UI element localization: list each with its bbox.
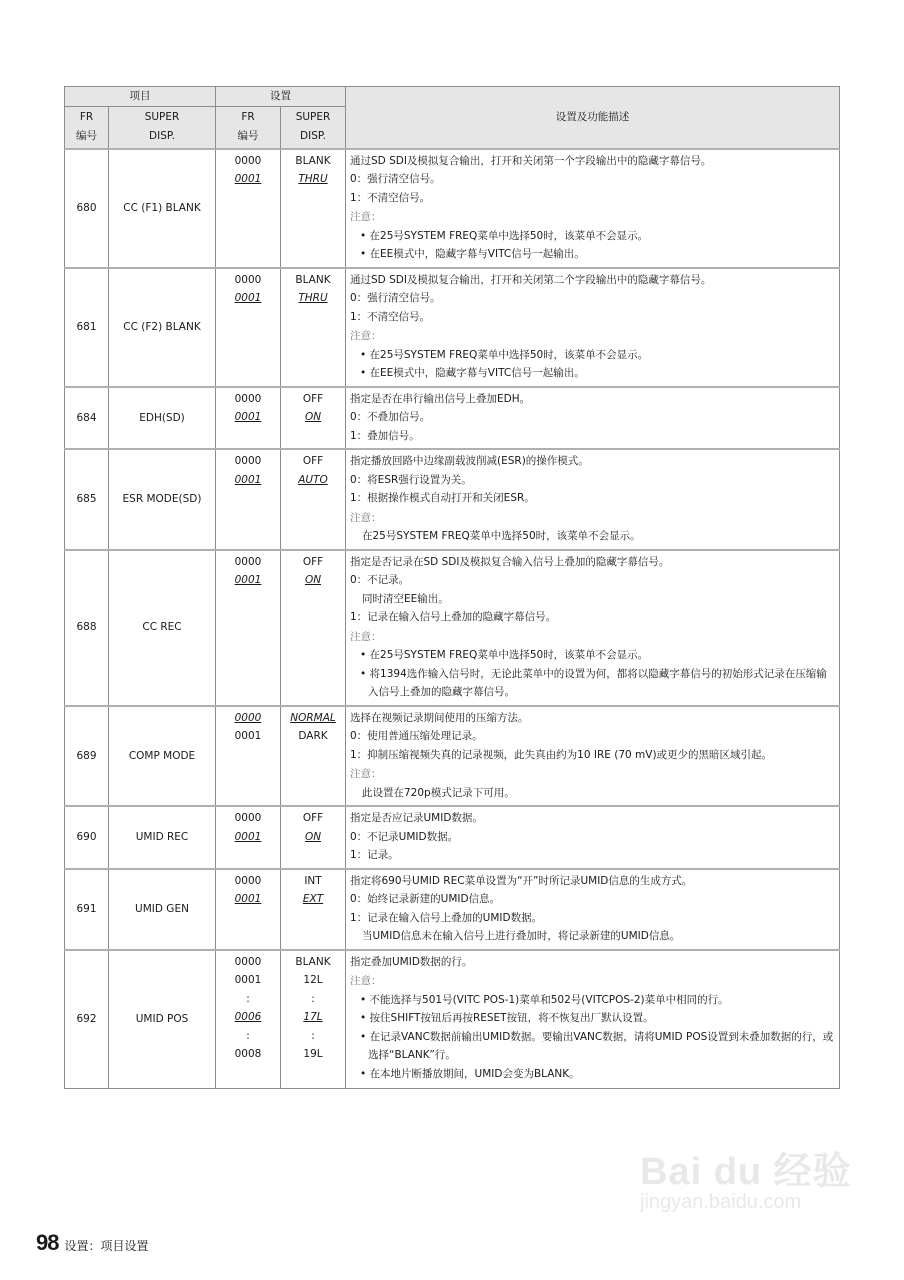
desc-line: 指定播放回路中边缘副载波削减(ESR)的操作模式。 xyxy=(350,455,589,467)
note-bullet: • 在EE模式中，隐藏字幕与VITC信号一起输出。 xyxy=(356,364,835,383)
fr-value: 0008 xyxy=(234,1048,262,1060)
desc-line: 指定叠加UMID数据的行。 xyxy=(350,955,473,968)
fr-number: 681 xyxy=(65,268,109,387)
note-bullet: • 在25号SYSTEM FREQ菜单中选择50时，该菜单不会显示。 xyxy=(356,646,835,665)
desc-line: 1：抑制压缩视频失真的记录视频，此失真由约为10 IRE (70 mV)或更少的黑暗区域引起。 xyxy=(350,748,773,761)
fr-values xyxy=(216,149,281,268)
fr-value: 0000 xyxy=(234,273,262,286)
fr-number: 691 xyxy=(65,869,109,950)
note-bullet: • 在本地片断播放期间，UMID会变为BLANK。 xyxy=(356,1065,835,1084)
note-label: 注意： xyxy=(350,211,382,223)
desc-line: 1：记录在输入信号上叠加的隐藏字幕信号。 xyxy=(350,611,557,623)
disp-value: ON xyxy=(304,574,322,586)
table-row xyxy=(65,806,840,869)
disp-value: 19L xyxy=(303,1048,323,1060)
table-row xyxy=(65,950,840,1089)
header-group-item: 项目 xyxy=(65,87,216,107)
disp-value: OFF xyxy=(302,812,324,824)
menu-name: UMID REC xyxy=(109,806,216,869)
fr-number: 680 xyxy=(65,149,109,268)
header-item-super: SUPER DISP. xyxy=(109,107,216,149)
fr-value: 0001 xyxy=(234,411,262,423)
disp-value: OFF xyxy=(302,392,324,405)
desc-line: 1：不清空信号。 xyxy=(350,191,431,204)
fr-value: 0000 xyxy=(234,555,262,568)
fr-number: 690 xyxy=(65,806,109,869)
header-setting-fr: FR 编号 xyxy=(216,107,281,149)
desc-line: 1：叠加信号。 xyxy=(350,429,420,442)
table-row xyxy=(65,869,840,950)
note-bullet: • 在EE模式中，隐藏字幕与VITC信号一起输出。 xyxy=(356,245,835,264)
fr-value: 0001 xyxy=(234,574,262,586)
table-row xyxy=(65,706,840,807)
desc-line: 通过SD SDI及模拟复合输出，打开和关闭第一个字段输出中的隐藏字幕信号。 xyxy=(350,154,712,167)
note-label: 注意： xyxy=(350,330,382,342)
disp-value: INT xyxy=(304,874,322,887)
desc-line: 指定是否在串行输出信号上叠加EDH。 xyxy=(350,392,531,405)
note-label: 注意： xyxy=(350,511,382,524)
description xyxy=(346,449,840,550)
desc-line: 选择在视频记录期间使用的压缩方法。 xyxy=(350,711,529,724)
note-bullet: • 将1394选作输入信号时，无论此菜单中的设置为何，都将以隐藏字幕信号的初始形式记录在压缩输入信号上叠加的隐藏字幕信号。 xyxy=(356,665,835,702)
fr-value: 0006 xyxy=(234,1011,262,1023)
desc-line: 0：强行清空信号。 xyxy=(350,292,441,304)
disp-value: BLANK xyxy=(295,955,331,968)
desc-line: 通过SD SDI及模拟复合输出，打开和关闭第二个字段输出中的隐藏字幕信号。 xyxy=(350,273,712,286)
disp-values xyxy=(281,149,346,268)
menu-name: CC REC xyxy=(109,550,216,706)
desc-line: 0：强行清空信号。 xyxy=(350,173,441,185)
description xyxy=(346,268,840,387)
header-description: 设置及功能描述 xyxy=(346,87,840,149)
desc-line: 0：不叠加信号。 xyxy=(350,411,431,423)
disp-values xyxy=(281,387,346,450)
note-text: 在25号SYSTEM FREQ菜单中选择50时，该菜单不会显示。 xyxy=(362,530,641,542)
menu-name: UMID POS xyxy=(109,950,216,1089)
disp-value: BLANK xyxy=(295,273,331,286)
settings-table xyxy=(64,86,840,1089)
disp-values xyxy=(281,706,346,807)
desc-line: 指定将690号UMID REC菜单设置为“开”时所记录UMID信息的生成方式。 xyxy=(350,874,693,887)
disp-value: OFF xyxy=(302,455,324,467)
desc-line: 指定是否记录在SD SDI及模拟复合输入信号上叠加的隐藏字幕信号。 xyxy=(350,555,670,568)
fr-value: 0000 xyxy=(234,455,262,467)
desc-line: 1：根据操作模式自动打开和关闭ESR。 xyxy=(350,492,535,504)
disp-value: : xyxy=(311,1029,315,1042)
disp-values xyxy=(281,806,346,869)
desc-line: 1：记录在输入信号上叠加的UMID数据。 xyxy=(350,911,543,924)
fr-values xyxy=(216,550,281,706)
fr-value: 0000 xyxy=(234,154,262,167)
fr-value: 0001 xyxy=(234,893,262,905)
fr-value: 0000 xyxy=(234,812,262,824)
desc-line: 指定是否应记录UMID数据。 xyxy=(350,812,483,824)
fr-values xyxy=(216,806,281,869)
menu-name: CC (F2) BLANK xyxy=(109,268,216,387)
desc-line: 0：使用普通压缩处理记录。 xyxy=(350,730,483,742)
fr-number: 692 xyxy=(65,950,109,1089)
disp-value: AUTO xyxy=(298,473,328,486)
fr-values xyxy=(216,449,281,550)
fr-value: 0000 xyxy=(234,392,262,405)
fr-number: 684 xyxy=(65,387,109,450)
disp-value: ON xyxy=(304,411,322,423)
disp-values xyxy=(281,449,346,550)
table-row xyxy=(65,550,840,706)
description xyxy=(346,806,840,869)
fr-values xyxy=(216,706,281,807)
disp-value: NORMAL xyxy=(290,711,336,724)
watermark-url: jingyan.baidu.com xyxy=(640,1191,802,1213)
disp-value: 12L xyxy=(303,974,323,986)
section-title: 设置：项目设置 xyxy=(64,1239,149,1253)
note-label: 注意： xyxy=(350,768,382,780)
menu-name: EDH(SD) xyxy=(109,387,216,450)
table-row xyxy=(65,268,840,387)
fr-value: : xyxy=(246,1029,250,1042)
baidu-watermark xyxy=(640,1140,880,1250)
description xyxy=(346,149,840,268)
menu-name: ESR MODE(SD) xyxy=(109,449,216,550)
desc-line: 0：不记录。 xyxy=(350,574,410,586)
menu-name: CC (F1) BLANK xyxy=(109,149,216,268)
note-label: 注意： xyxy=(350,975,382,987)
fr-number: 689 xyxy=(65,706,109,807)
fr-value: 0001 xyxy=(234,173,262,185)
fr-value: 0000 xyxy=(234,874,262,887)
disp-values xyxy=(281,950,346,1089)
fr-value: 0001 xyxy=(234,730,262,742)
disp-value: DARK xyxy=(298,730,328,742)
disp-values xyxy=(281,869,346,950)
note-bullet: • 按住SHIFT按钮后再按RESET按钮，将不恢复出厂默认设置。 xyxy=(356,1009,835,1028)
header-setting-super: SUPER DISP. xyxy=(281,107,346,149)
fr-values xyxy=(216,869,281,950)
note-bullet: • 在记录VANC数据前输出UMID数据。要输出VANC数据，请将UMID POS设置到未叠加数据的行，或选择“BLANK”行。 xyxy=(356,1028,835,1065)
description xyxy=(346,387,840,450)
fr-number: 688 xyxy=(65,550,109,706)
header-item-fr: FR 编号 xyxy=(65,107,109,149)
fr-values xyxy=(216,950,281,1089)
desc-line: 0：将ESR强行设置为关。 xyxy=(350,473,472,486)
disp-value: : xyxy=(311,992,315,1005)
disp-value: EXT xyxy=(302,893,324,905)
note-text: 此设置在720p模式记录下可用。 xyxy=(362,786,515,799)
menu-name: COMP MODE xyxy=(109,706,216,807)
description xyxy=(346,869,840,950)
desc-line: 0：始终记录新建的UMID信息。 xyxy=(350,893,501,905)
watermark-brand: Bai du 经验 xyxy=(640,1151,852,1193)
desc-indent-line: 当UMID信息未在输入信号上进行叠加时，将记录新建的UMID信息。 xyxy=(362,930,681,942)
fr-number: 685 xyxy=(65,449,109,550)
disp-value: 17L xyxy=(303,1011,323,1023)
desc-line: 1：记录。 xyxy=(350,849,399,861)
table-row xyxy=(65,387,840,450)
page-number: 98 xyxy=(36,1230,59,1255)
note-bullet: • 不能选择与501号(VITC POS-1)菜单和502号(VITCPOS-2)菜单中相同的行。 xyxy=(356,991,835,1010)
header-group-setting: 设置 xyxy=(216,87,346,107)
table-row xyxy=(65,149,840,268)
fr-value: 0001 xyxy=(234,473,262,486)
fr-values xyxy=(216,268,281,387)
fr-value: 0001 xyxy=(234,974,262,986)
disp-value: THRU xyxy=(298,173,328,185)
disp-value: ON xyxy=(304,830,322,843)
fr-value: 0000 xyxy=(234,711,262,724)
disp-values xyxy=(281,550,346,706)
fr-values xyxy=(216,387,281,450)
disp-value: THRU xyxy=(298,292,328,304)
desc-indent-line: 同时清空EE输出。 xyxy=(362,592,449,605)
disp-value: BLANK xyxy=(295,154,331,167)
note-label: 注意： xyxy=(350,630,382,643)
description xyxy=(346,950,840,1089)
note-bullet: • 在25号SYSTEM FREQ菜单中选择50时，该菜单不会显示。 xyxy=(356,227,835,246)
description xyxy=(346,550,840,706)
desc-line: 0：不记录UMID数据。 xyxy=(350,830,459,843)
fr-value: 0001 xyxy=(234,830,262,843)
desc-line: 1：不清空信号。 xyxy=(350,310,431,323)
fr-value: 0000 xyxy=(234,955,262,968)
disp-value: OFF xyxy=(302,555,324,568)
table-row xyxy=(65,449,840,550)
note-bullet: • 在25号SYSTEM FREQ菜单中选择50时，该菜单不会显示。 xyxy=(356,346,835,365)
menu-name: UMID GEN xyxy=(109,869,216,950)
disp-values xyxy=(281,268,346,387)
description xyxy=(346,706,840,807)
page-footer xyxy=(36,1230,149,1256)
fr-value: : xyxy=(246,992,250,1005)
fr-value: 0001 xyxy=(234,292,262,304)
